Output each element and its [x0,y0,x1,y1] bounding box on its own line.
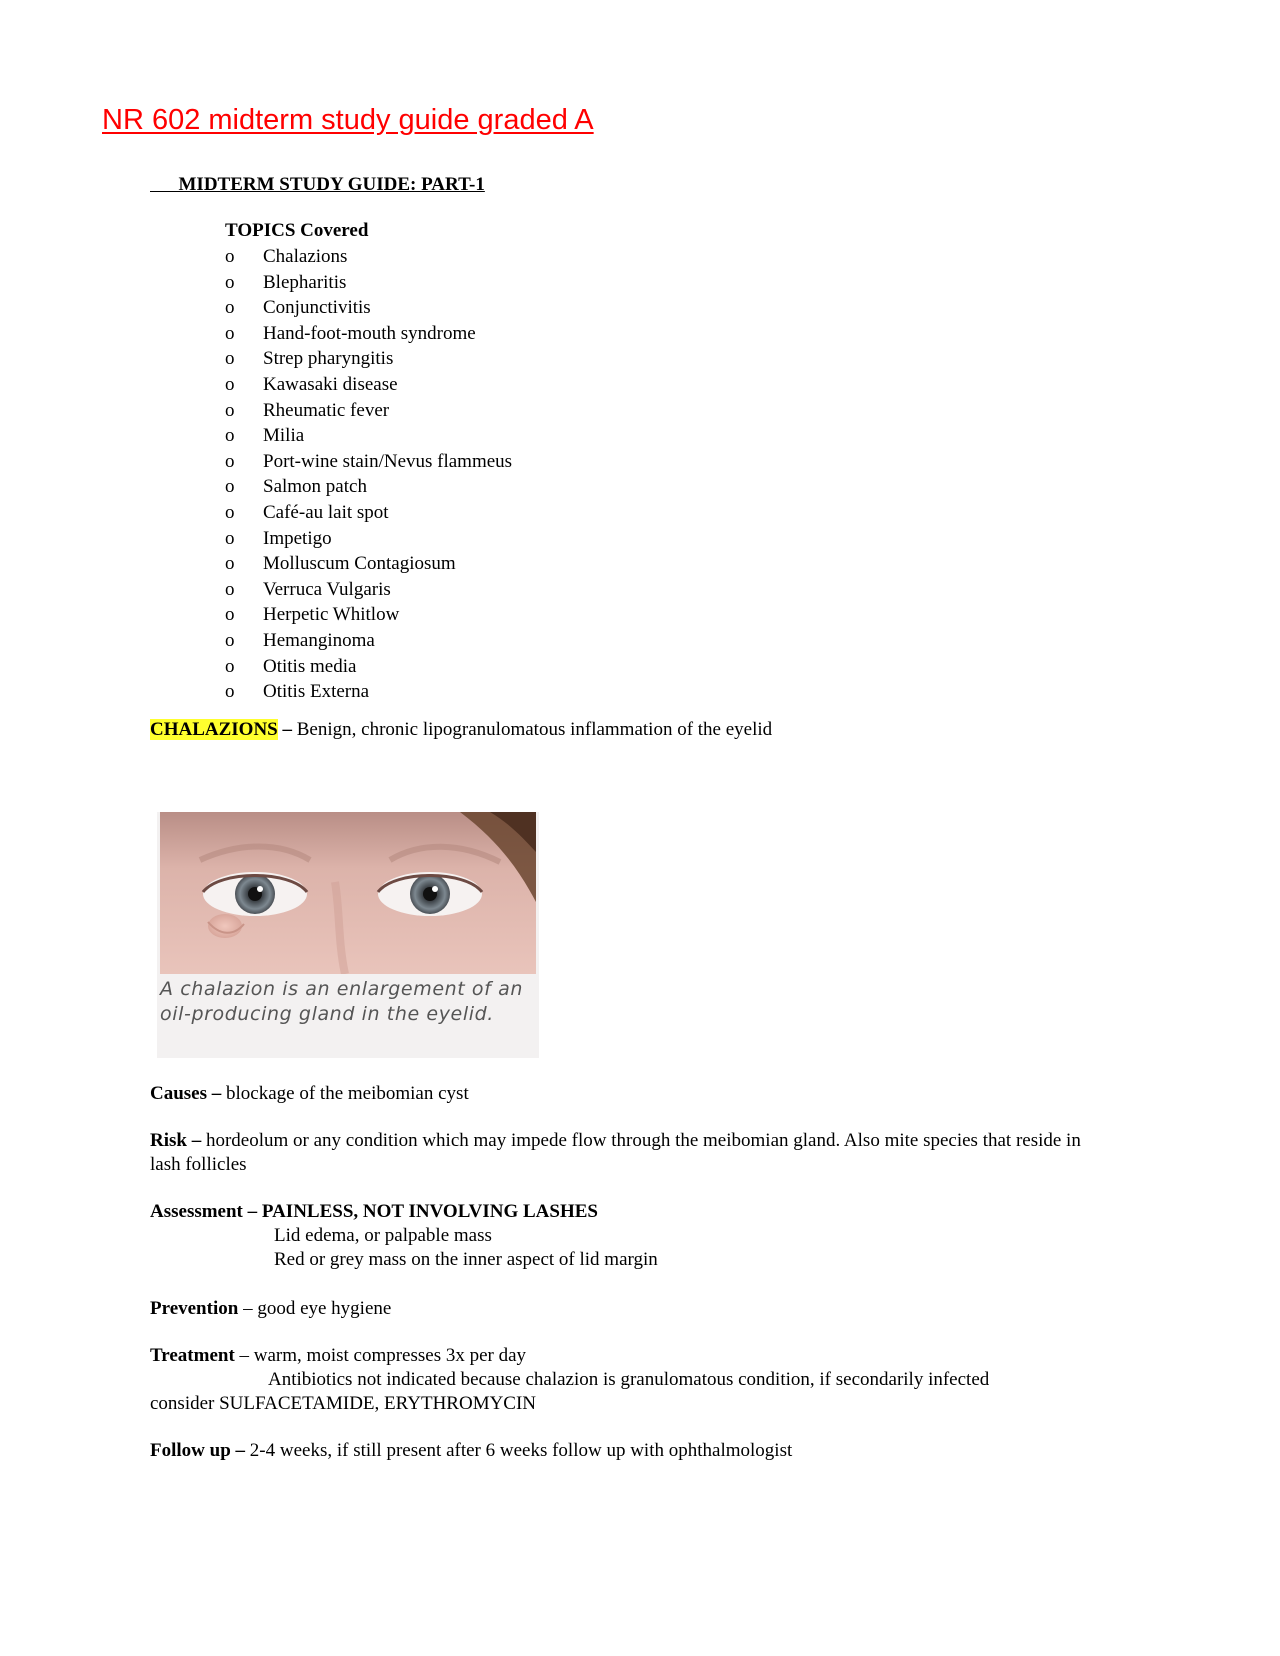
document-title: NR 602 midterm study guide graded A [102,104,594,136]
topics-label: TOPICS Covered [225,220,369,241]
topics-list [225,244,925,705]
chalazions-definition: Benign, chronic lipogranulomatous inflammation of the eyelid [292,719,773,740]
bullet-icon: o [225,578,235,600]
topic-text: Strep pharyngitis [263,348,394,370]
section-heading-text: MIDTERM STUDY GUIDE: PART-1 [178,174,485,195]
topic-text: Salmon patch [263,476,367,498]
risk-paragraph [150,1129,1110,1177]
chalazion-figure [157,812,539,1058]
causes-text: blockage of the meibomian cyst [221,1083,469,1104]
risk-label: Risk – [150,1130,202,1151]
causes-label: Causes – [150,1083,222,1104]
follow-up-paragraph [150,1439,1110,1463]
chalazion-eye-photo [160,812,536,974]
topic-list-item [225,270,925,296]
follow-up-label: Follow up – [150,1440,246,1461]
prevention-label: Prevention [150,1298,239,1319]
chalazion-image-caption: A chalazion is an enlargement of an oil-producing gland in the eyelid. [160,978,523,1025]
topic-list-item [225,244,925,270]
bullet-icon: o [225,450,235,472]
topic-list-item [225,654,925,680]
bullet-icon: o [225,425,235,447]
topic-text: Chalazions [263,246,348,267]
bullet-icon: o [225,322,235,344]
topic-text: Kawasaki disease [263,373,398,395]
topic-text: Molluscum Contagiosum [263,553,456,575]
topic-list-item [225,295,925,321]
topic-text: Impetigo [263,527,332,549]
topic-text: Port-wine stain/Nevus flammeus [263,450,513,472]
bullet-icon: o [225,399,235,421]
topic-text: Hand-foot-mouth syndrome [263,322,476,344]
topics-block [225,218,925,705]
topic-list-item [225,474,925,500]
topic-list-item [225,577,925,603]
topic-text: Otitis Externa [263,681,370,703]
treatment-line-3: consider SULFACETAMIDE, ERYTHROMYCIN [150,1393,537,1414]
bullet-icon: o [225,604,235,626]
topic-text: Otitis media [263,655,357,677]
topic-text: Milia [263,425,305,447]
assessment-paragraph [150,1200,1110,1272]
prevention-text: – good eye hygiene [238,1298,392,1319]
topic-text: Café-au lait spot [263,501,389,523]
section-heading [150,172,485,198]
topic-list-item [225,449,925,475]
topic-list-item [225,321,925,347]
topic-list-item [225,526,925,552]
topic-text: Rheumatic fever [263,399,390,421]
chalazions-heading-dash: – [277,719,292,740]
follow-up-text: 2-4 weeks, if still present after 6 weeks follow up with ophthalmologist [245,1440,793,1461]
topic-text: Conjunctivitis [263,297,371,319]
chalazions-intro [150,718,1110,742]
topic-list-item [225,679,925,705]
bullet-icon: o [225,629,235,651]
topic-text: Verruca Vulgaris [263,578,391,600]
assessment-line-1: Lid edema, or palpable mass [274,1225,492,1246]
topic-text: Herpetic Whitlow [263,604,400,626]
treatment-paragraph [150,1344,1110,1416]
bullet-icon: o [225,655,235,677]
bullet-icon: o [225,297,235,319]
topic-text: Blepharitis [263,271,347,293]
topic-list-item [225,602,925,628]
bullet-icon: o [225,553,235,575]
treatment-text: – warm, moist compresses 3x per day [234,1345,527,1366]
bullet-icon: o [225,246,235,267]
risk-text: hordeolum or any condition which may impede flow through the meibomian gland. Also mite species that reside in lash follicles [150,1130,1081,1175]
bullet-icon: o [225,348,235,370]
topic-list-item [225,423,925,449]
topic-text: Hemanginoma [263,629,375,651]
bullet-icon: o [225,373,235,395]
topic-list-item [225,372,925,398]
topic-list-item [225,628,925,654]
assessment-line-2: Red or grey mass on the inner aspect of lid margin [274,1249,658,1270]
prevention-paragraph [150,1297,1110,1321]
assessment-label: Assessment – PAINLESS, NOT INVOLVING LASHES [150,1201,598,1222]
topic-list-item [225,551,925,577]
topic-list-item [225,398,925,424]
causes-paragraph [150,1082,1110,1106]
bullet-icon: o [225,681,235,703]
bullet-icon: o [225,501,235,523]
treatment-label: Treatment [150,1345,235,1366]
chalazions-heading: CHALAZIONS [150,719,278,740]
topic-list-item [225,500,925,526]
bullet-icon: o [225,271,235,293]
bullet-icon: o [225,476,235,498]
topic-list-item [225,346,925,372]
bullet-icon: o [225,527,235,549]
treatment-line-2: Antibiotics not indicated because chalazion is granulomatous condition, if secondarily infected [268,1369,990,1390]
